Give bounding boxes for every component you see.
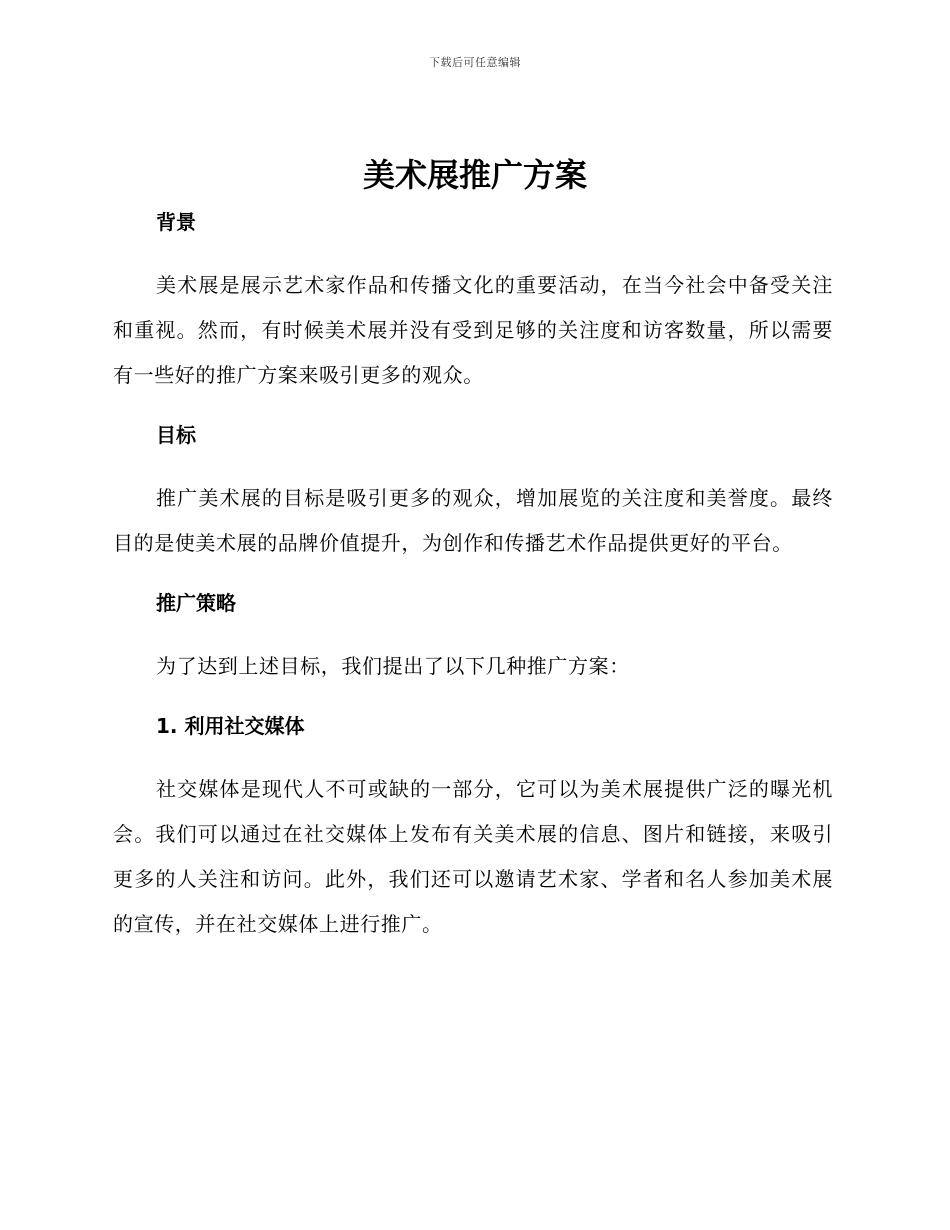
paragraph-social-media: 社交媒体是现代人不可或缺的一部分，它可以为美术展提供广泛的曝光机会。我们可以通过在社交媒体上发布有关美术展的信息、图片和链接，来吸引更多的人关注和访问。此外，我们还可以邀请艺术家、学者和名人参加美术展的宣传，并在社交媒体上进行推广。: [113, 777, 833, 936]
section-heading-social-media: 1. 利用社交媒体: [156, 714, 305, 738]
section-strategy: [113, 587, 833, 710]
paragraph-goal: 推广美术展的目标是吸引更多的观众，增加展览的关注度和美誉度。最终目的是使美术展的品牌价值提升，为创作和传播艺术作品提供更好的平台。: [113, 486, 833, 555]
section-heading-strategy: 推广策略: [156, 591, 236, 615]
document-body: [113, 206, 833, 947]
section-heading-goal: 目标: [156, 423, 196, 447]
section-social-media: [113, 710, 833, 947]
page-title: 美术展推广方案: [362, 156, 587, 194]
section-background: [113, 206, 833, 419]
paragraph-background: 美术展是展示艺术家作品和传播文化的重要活动，在当今社会中备受关注和重视。然而，有时候美术展并没有受到足够的关注度和访客数量，所以需要有一些好的推广方案来吸引更多的观众。: [113, 273, 833, 387]
paragraph-strategy: 为了达到上述目标，我们提出了以下几种推广方案：: [156, 654, 630, 678]
section-heading-background: 背景: [156, 210, 196, 234]
header-note: 下载后可任意编辑: [429, 56, 521, 69]
section-goal: [113, 419, 833, 587]
